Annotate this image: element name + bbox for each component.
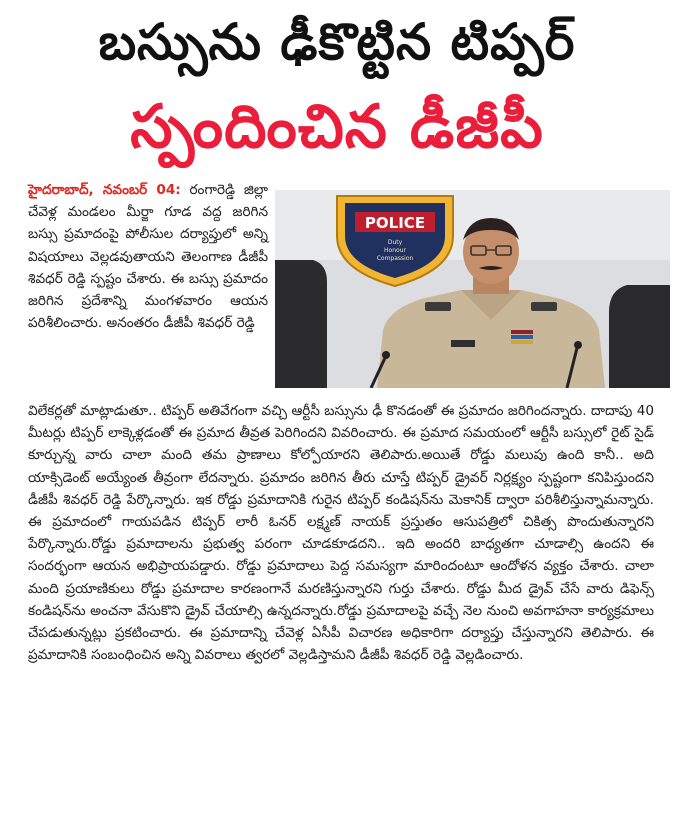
emblem-title: POLICE <box>364 214 426 232</box>
dgp-press-photo <box>275 190 670 388</box>
emblem-motto-1: Duty <box>387 239 403 246</box>
article-dateline: హైదరాబాద్, నవంబర్ 04: <box>28 182 181 198</box>
emblem-motto-3: Compassion <box>376 255 414 262</box>
emblem-motto-2: Honour <box>384 247 406 254</box>
article-intro-text: రంగారెడ్డి జిల్లా చేవెళ్ల మండలం మీర్జా గూడ వద్ద జరిగిన బస్సు ప్రమాదంపై పోలీసుల దర్యాప్తులో అన్ని విషయాలు వెల్లడవుతాయని తెలంగాణ డీజీపీ శివధర్ రెడ్డి స్పష్టం చేశారు. ఈ బస్సు ప్రమాదం జరిగిన ప్రదేశాన్ని మంగళవారం ఆయన పరిశీలించారు. అనంతరం డీజీపీ శివధర్ రెడ్డి <box>28 182 269 332</box>
news-photo <box>275 190 670 388</box>
headline-line-2: స్పందించిన డీజీపీ <box>130 92 544 162</box>
headline-line-1: బస్సును ఢీకొట్టిన టిప్పర్ <box>98 13 576 71</box>
article-intro <box>28 179 268 334</box>
article-body: విలేకర్లతో మాట్లాడుతూ.. టిప్పర్ అతివేగంగా వచ్చి ఆర్టీసీ బస్సును ఢీ కొనడంతో ఈ ప్రమాదం జరిగిందన్నారు. దాదాపు 40 మీటర్లు టిప్పర్ లాక్కెళ్లడంతో ఈ ప్రమాద తీవ్రత పెరిగిందని వివరించారు. ఈ ప్రమాద సమయంలో ఆర్టీసీ బస్సులో రైట్ సైడ్ కూర్చున్న వారు చాలా మంది తమ ప్రాణాలు కోల్పోయారని తెలిపారు.అయితే రోడ్డు మలుపు ఉంది కానీ.. అది యాక్సిడెంట్ అయ్యేంత తీవ్రంగా లేదన్నారు. ప్రమాదం జరిగిన తీరు చూస్తే టిప్పర్ డ్రైవర్ నిర్లక్ష్యం స్పష్టంగా కనిపిస్తుందని డీజీపీ శివధర్ రెడ్డి పేర్కొన్నారు. ఇక రోడ్డు ప్రమాదానికి గురైన టిప్పర్ కండిషన్‌ను మెకానిక్ ద్వారా పరిశీలిస్తున్నామన్నారు. ఈ ప్రమాదంలో గాయపడిన టిప్పర్ లారీ ఓనర్ లక్ష్మణ్ నాయక్ ప్రస్తుతం ఆసుపత్రిలో చికిత్స పొందుతున్నారని పేర్కొన్నారు.రోడ్డు ప్రమాదాలను ప్రభుత్వ పరంగా చూడకూడదని.. ఇది అందరి బాధ్యతగా చూడాల్సి ఉందని ఈ సందర్భంగా ఆయన అభిప్రాయపడ్డారు. రోడ్డు ప్రమాదాలు పెద్ద సమస్యగా మారిందంటూ ఆందోళన వ్యక్తం చేశారు. చాలా మంది ప్రయాణికులు రోడ్డు ప్రమాదాల కారణంగానే మరణిస్తున్నారని గుర్తు చేశారు. రోడ్డు మీద డ్రైవ్ చేసే వారు డిఫెన్స్ కండిషన్‌ను అంచనా వేసుకొని డ్రైవ్ చేయాల్సి ఉన్నదన్నారు.రోడ్డు ప్రమాదాలపై వచ్చే నెల నుంచి అవగాహనా కార్యక్రమాలు చేపడుతున్నట్లు ప్రకటించారు. ఈ ప్రమాదాన్ని చేవెళ్ల ఏసీపీ విచారణ అధికారిగా దర్యాప్తు చేస్తున్నారని తెలిపారు. ఈ ప్రమాదానికి సంబంధించిన అన్ని వివరాలు త్వరలో వెల్లడిస్తామని డీజీపీ శివధర్ రెడ్డి వెల్లడించారు. <box>28 403 654 664</box>
